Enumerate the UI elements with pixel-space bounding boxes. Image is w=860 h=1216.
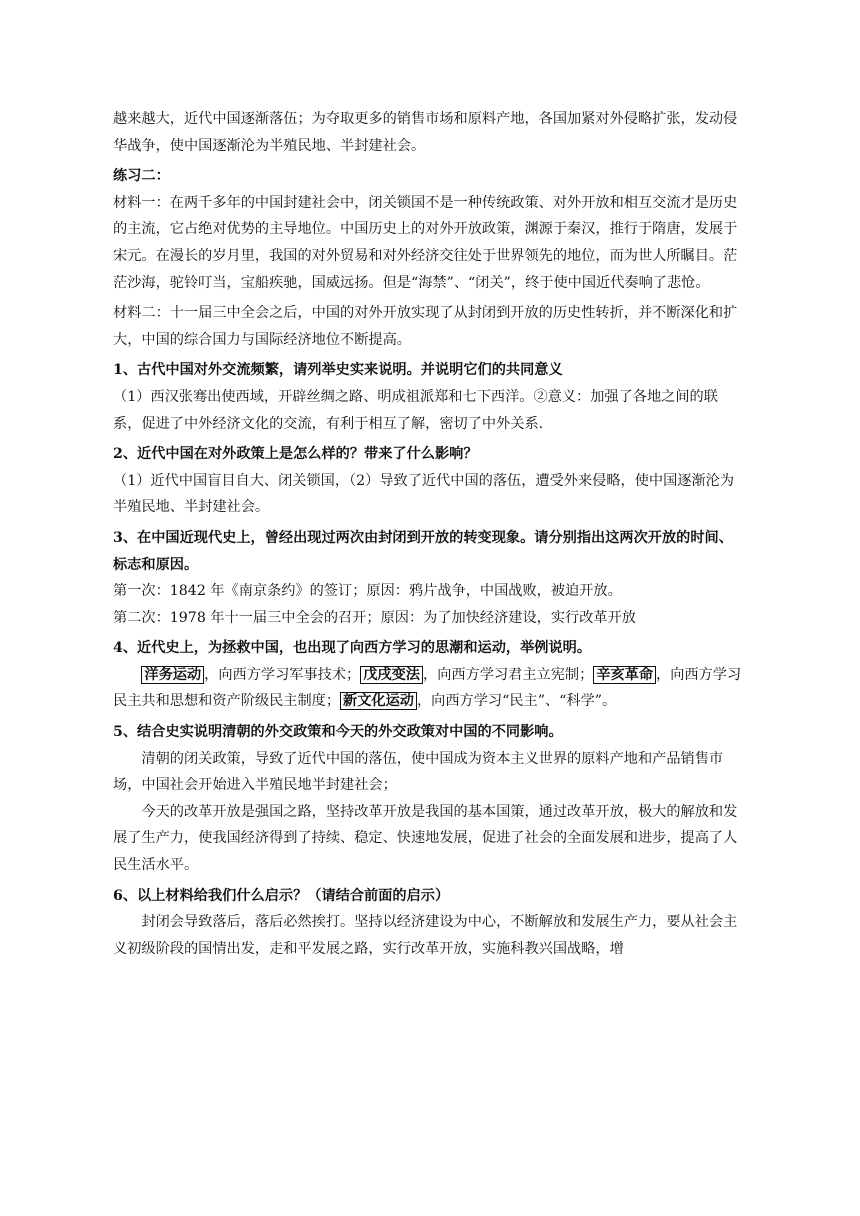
boxed-movement-4: 新文化运动: [340, 692, 417, 710]
boxed-movement-2: 戊戌变法: [360, 666, 423, 684]
answer-3-second: 第二次：1978 年十一届三中全会的召开；原因：为了加快经济建设，实行改革开放: [113, 609, 636, 626]
question-2: 2、近代中国在对外政策上是怎么样的？带来了什么影响？: [113, 446, 478, 463]
document-body: [113, 106, 742, 962]
answer-4-text-2: ，向西方学习君主立宪制；: [423, 666, 594, 683]
question-3: 3、在中国近现代史上，曾经出现过两次由封闭到开放的转变现象。请分别指出这两次开放的时间、标志和原因。: [113, 529, 733, 573]
question-5: 5、结合史实说明清朝的外交政策和今天的外交政策对中国的不同影响。: [113, 724, 563, 741]
boxed-movement-3: 辛亥革命: [593, 666, 656, 684]
question-1: 1、古代中国对外交流频繁，请列举史实来说明。并说明它们的共同意义: [113, 362, 563, 379]
answer-4: [113, 662, 742, 715]
answer-6: 封闭会导致落后，落后必然挨打。坚持以经济建设为中心，不断解放和发展生产力，要从社会主义初级阶段的国情出发，走和平发展之路，实行改革开放，实施科教兴国战略，增: [113, 914, 738, 957]
material-1: 材料一：在两千多年的中国封建社会中，闭关锁国不是一种传统政策、对外开放和相互交流才是历史的主流，它占绝对优势的主导地位。中国历史上的对外开放政策，渊源于秦汉，推行于隋唐，发展于宋元。在漫长的岁月里，我国的对外贸易和对外经济交往处于世界领先的地位，而为世人所瞩目。茫茫沙海，驼铃叮当，宝船疾驰，国威远扬。但是“海禁”、“闭关”，终于使中国近代奏响了悲怆。: [113, 194, 738, 291]
question-6: 6、以上材料给我们什么启示？（请结合前面的启示）: [113, 887, 450, 904]
intro-paragraph: 越来越大，近代中国逐渐落伍；为夺取更多的销售市场和原料产地，各国加紧对外侵略扩张，发动侵华战争，使中国逐渐沦为半殖民地、半封建社会。: [113, 111, 738, 154]
answer-1: （1）西汉张骞出使西域，开辟丝绸之路、明成祖派郑和七下西洋。②意义：加强了各地之间的联系，促进了中外经济文化的交流，有利于相互了解，密切了中外关系.: [113, 388, 718, 432]
exercise-2-title: 练习二：: [113, 168, 170, 185]
boxed-movement-1: 洋务运动: [141, 666, 204, 684]
answer-4-text-3: ，向西方学习民主共和思想和资产阶级民主制度；: [113, 666, 742, 710]
answer-5-qing: 清朝的闭关政策，导致了近代中国的落伍，使中国成为资本主义世界的原料产地和产品销售市场，中国社会开始进入半殖民地半封建社会；: [113, 750, 724, 794]
question-4: 4、近代史上，为拯救中国，也出现了向西方学习的思潮和运动，举例说明。: [113, 640, 592, 657]
answer-4-text-4: ，向西方学习“民主”、“科学”。: [416, 693, 617, 710]
answer-5-today: 今天的改革开放是强国之路，坚持改革开放是我国的基本国策，通过改革开放，极大的解放和发展了生产力，使我国经济得到了持续、稳定、快速地发展，促进了社会的全面发展和进步，提高了人民生活水平。: [113, 803, 738, 874]
material-2: 材料二：十一届三中全会之后，中国的对外开放实现了从封闭到开放的历史性转折，并不断深化和扩大，中国的综合国力与国际经济地位不断提高。: [113, 305, 738, 348]
answer-4-text-1: ，向西方学习军事技术；: [204, 666, 361, 683]
answer-3-first: 第一次：1842 年《南京条约》的签订；原因：鸦片战争，中国战败，被迫开放。: [113, 583, 622, 600]
answer-2: （1）近代中国盲目自大、闭关锁国，（2）导致了近代中国的落伍，遭受外来侵略，使中国逐渐沦为半殖民地、半封建社会。: [113, 472, 735, 516]
